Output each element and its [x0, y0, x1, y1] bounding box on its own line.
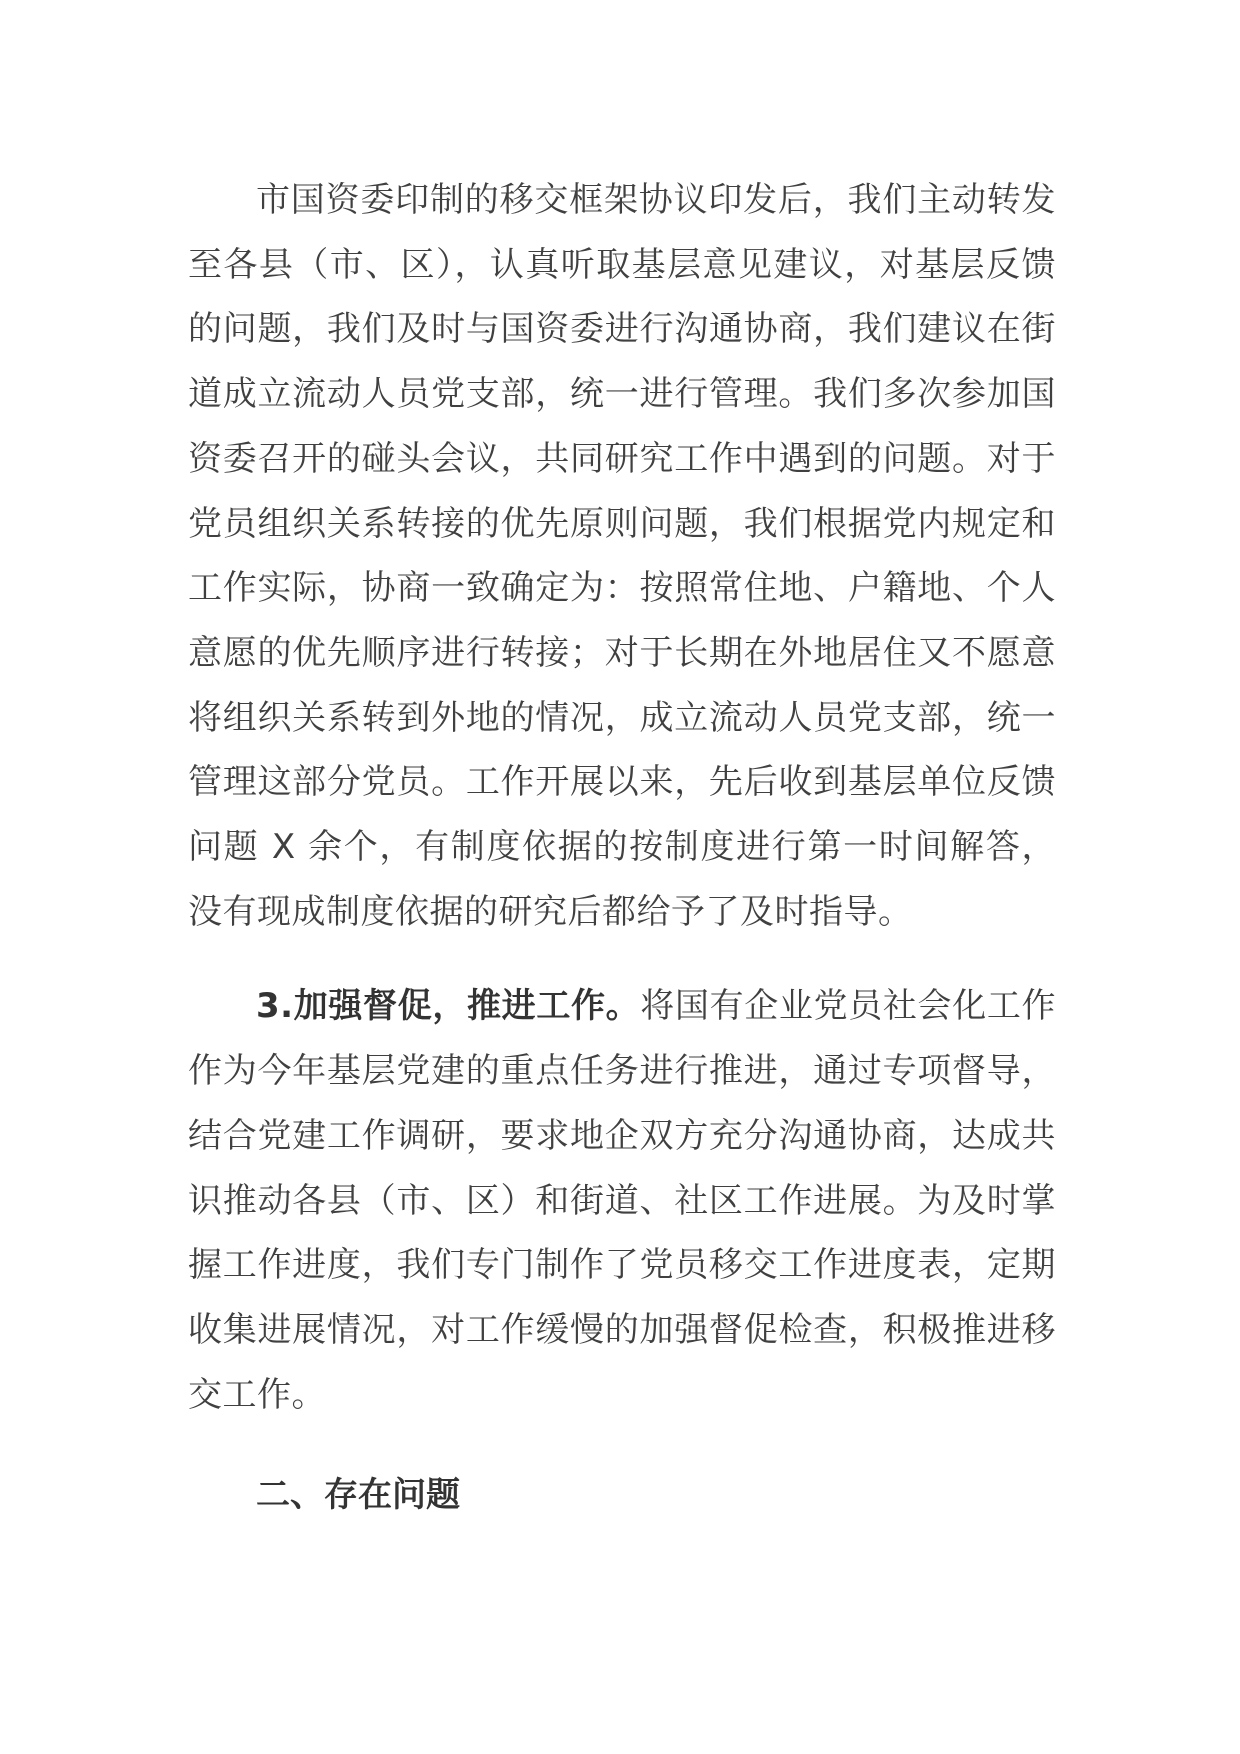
- paragraph-supervision: [188, 974, 1056, 1427]
- section-heading: 二、存在问题: [256, 1475, 460, 1516]
- paragraph-lead-heading: 3.加强督促，推进工作。: [256, 986, 641, 1027]
- paragraph-body: 将国有企业党员社会化工作作为今年基层党建的重点任务进行推进，通过专项督导，结合党建工作调研，要求地企双方充分沟通协商，达成共识推动各县（市、区）和街道、社区工作进展。为及时掌握工作进度，我们专门制作了党员移交工作进度表，定期收集进展情况，对工作缓慢的加强督促检查，积极推进移交工作。: [188, 986, 1057, 1415]
- document-body: [188, 168, 1056, 1527]
- paragraph-coordination: 市国资委印制的移交框架协议印发后，我们主动转发至各县（市、区），认真听取基层意见建议，对基层反馈的问题，我们及时与国资委进行沟通协商，我们建议在街道成立流动人员党支部，统一进行管理。我们多次参加国资委召开的碰头会议，共同研究工作中遇到的问题。对于党员组织关系转接的优先原则问题，我们根据党内规定和工作实际，协商一致确定为：按照常住地、户籍地、个人意愿的优先顺序进行转接；对于长期在外地居住又不愿意将组织关系转到外地的情况，成立流动人员党支部，统一管理这部分党员。工作开展以来，先后收到基层单位反馈问题 X 余个，有制度依据的按制度进行第一时间解答，没有现成制度依据的研究后都给予了及时指导。: [188, 180, 1056, 932]
